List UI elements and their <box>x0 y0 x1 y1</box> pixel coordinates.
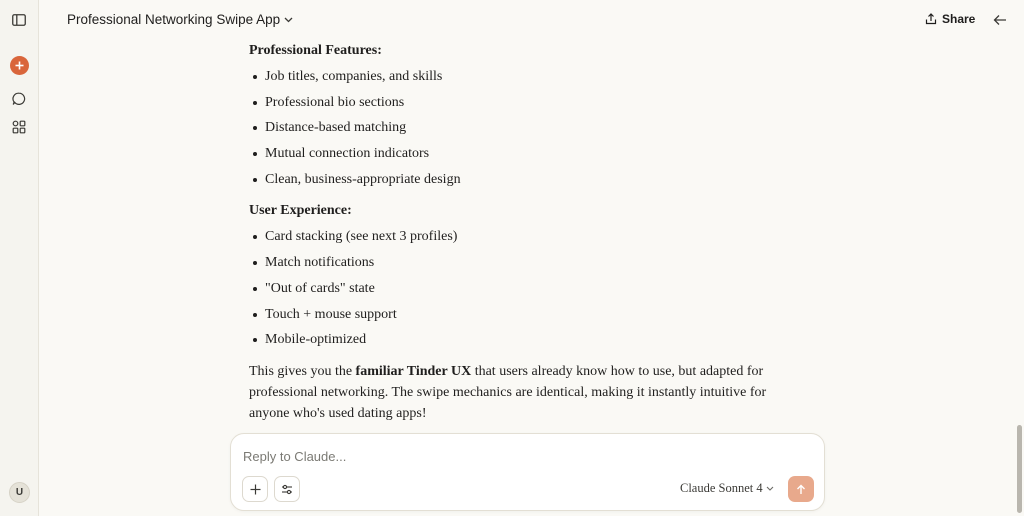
reply-composer <box>230 433 825 511</box>
chats-icon[interactable] <box>8 88 30 110</box>
attach-button[interactable] <box>242 476 268 502</box>
closing-text-start: This gives you the <box>249 363 356 379</box>
sidebar <box>0 0 39 516</box>
sliders-icon <box>281 484 293 495</box>
sidebar-toggle-icon[interactable] <box>8 9 30 31</box>
list-item: Match notifications <box>249 252 809 278</box>
new-chat-button[interactable] <box>10 56 29 75</box>
model-selector[interactable] <box>680 481 774 496</box>
list-item: Professional bio sections <box>249 92 809 118</box>
list-item: Touch + mouse support <box>249 304 809 330</box>
send-button[interactable] <box>788 476 814 502</box>
share-button[interactable] <box>925 12 975 26</box>
reply-input[interactable] <box>243 446 803 466</box>
list-item: Card stacking (see next 3 profiles) <box>249 226 809 252</box>
share-icon <box>925 13 937 25</box>
chevron-down-icon <box>284 17 293 23</box>
ux-list <box>249 226 809 354</box>
chevron-down-icon <box>766 486 774 491</box>
user-avatar[interactable] <box>9 482 30 503</box>
scrollbar-thumb[interactable] <box>1017 425 1022 513</box>
conversation-title[interactable] <box>67 12 293 27</box>
section-heading: Professional Features: <box>249 43 382 58</box>
conversation-title-text: Professional Networking Swipe App <box>67 12 281 27</box>
back-arrow-icon[interactable] <box>992 12 1008 28</box>
arrow-up-icon <box>796 484 806 495</box>
list-item: Job titles, companies, and skills <box>249 66 809 92</box>
closing-bold-text: familiar Tinder UX <box>355 363 472 379</box>
assistant-message <box>249 40 809 424</box>
share-label: Share <box>942 12 976 26</box>
list-item: Clean, business-appropriate design <box>249 169 809 195</box>
section-heading: User Experience: <box>249 203 352 219</box>
list-item: Mutual connection indicators <box>249 143 809 169</box>
feature-list <box>249 66 809 194</box>
list-item: Distance-based matching <box>249 117 809 143</box>
plus-icon <box>250 484 261 495</box>
plus-icon <box>15 61 24 70</box>
closing-paragraph <box>249 361 809 424</box>
list-item: Mobile-optimized <box>249 329 809 355</box>
tools-button[interactable] <box>274 476 300 502</box>
list-item: "Out of cards" state <box>249 278 809 304</box>
model-label: Claude Sonnet 4 <box>680 481 763 495</box>
avatar-initial: U <box>15 487 24 498</box>
closing-text-end: that users already know how to use, but adapted for professional networking. The swipe mechanics are identical, making it instantly intuitive for anyone who's used dating apps! <box>249 363 767 421</box>
projects-icon[interactable] <box>8 116 30 138</box>
